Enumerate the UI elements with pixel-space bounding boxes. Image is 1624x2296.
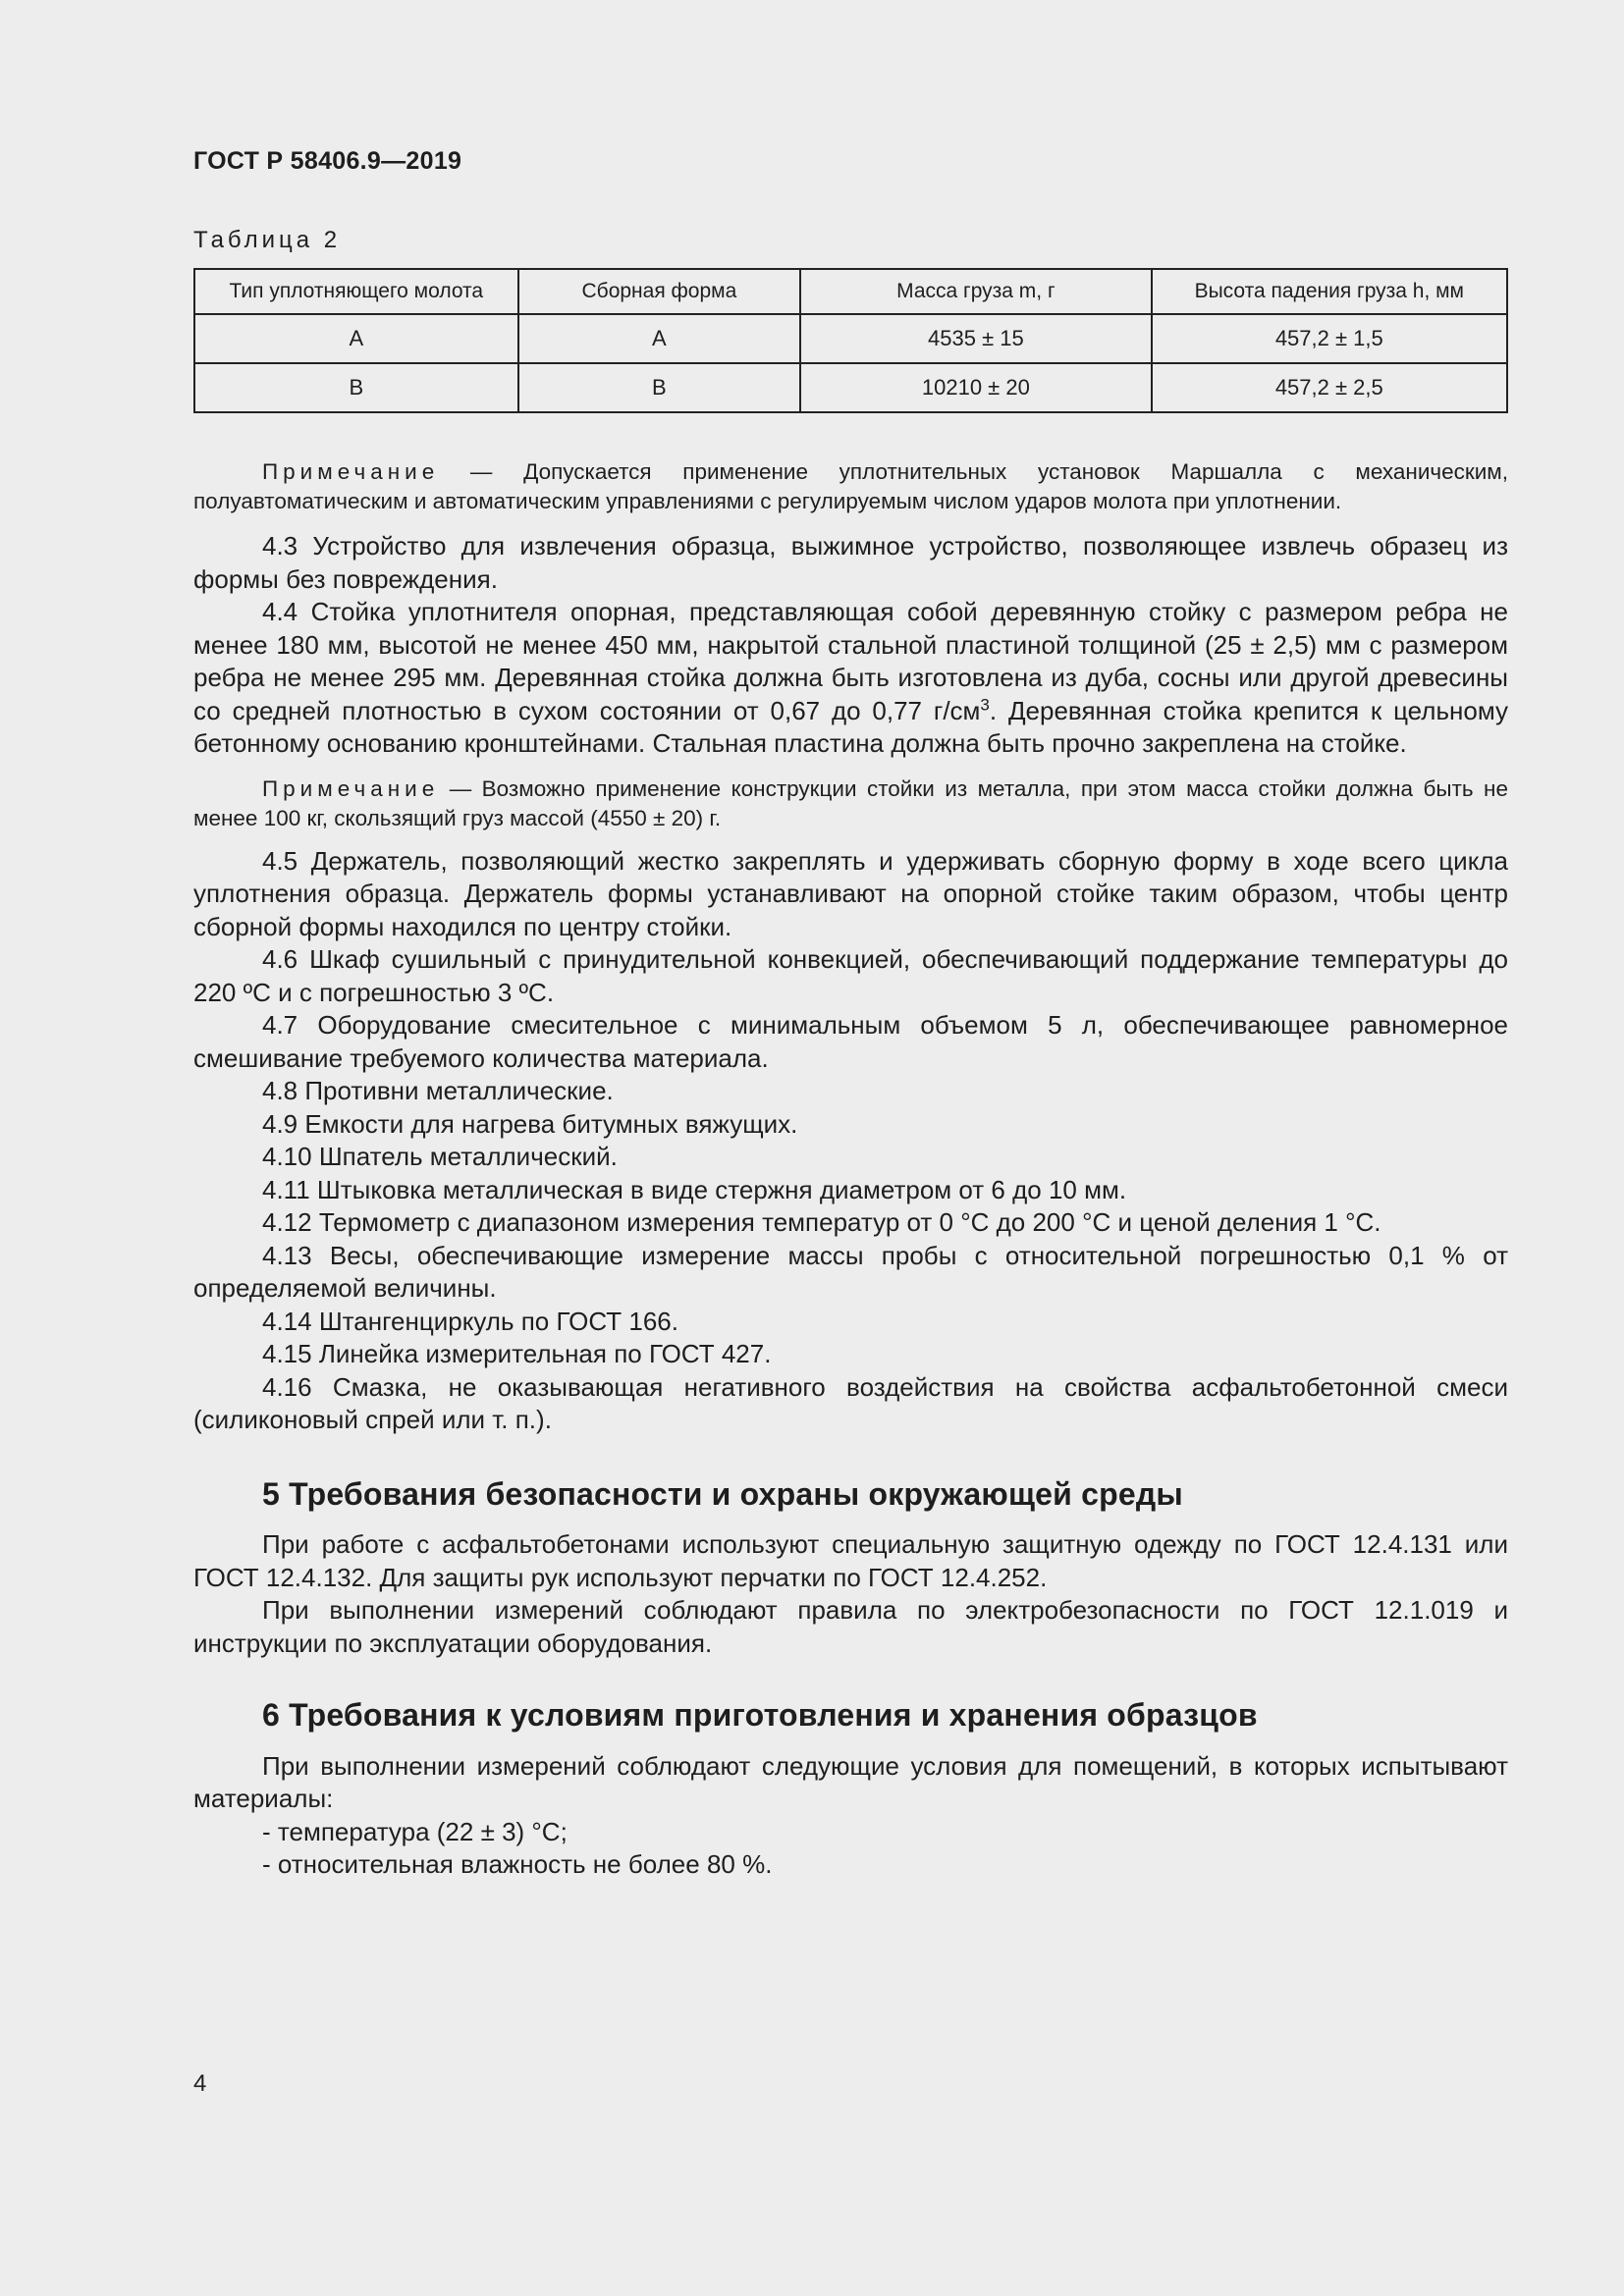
table-row xyxy=(194,363,1507,412)
list-item: 4.14 Штангенциркуль по ГОСТ 166. xyxy=(262,1306,678,1336)
note-text: — Допускается применение уплотнительных установок Маршалла с механическим, полуавтоматическим и автоматическим управлениями с регулируемым числом ударов молота при уплотнении. xyxy=(193,459,1508,513)
note-marshall xyxy=(193,457,1508,516)
table-cell: 10210 ± 20 xyxy=(800,363,1151,412)
list-item: 4.13 Весы, обеспечивающие измерение массы пробы с относительной погрешностью 0,1 % от определяемой величины. xyxy=(193,1240,1508,1303)
parameters-table xyxy=(193,268,1508,413)
table-cell: 457,2 ± 1,5 xyxy=(1152,314,1507,363)
list-item: 4.11 Штыковка металлическая в виде стержня диаметром от 6 до 10 мм. xyxy=(262,1174,1127,1204)
column-header: Масса груза m, г xyxy=(800,269,1151,314)
document-header: ГОСТ Р 58406.9—2019 xyxy=(193,147,462,175)
bullet-item: - относительная влажность не более 80 %. xyxy=(262,1849,773,1879)
superscript: 3 xyxy=(980,694,990,714)
section-5-heading: 5 Требования безопасности и охраны окружающей среды xyxy=(262,1475,1183,1512)
note-label: Примечание xyxy=(262,459,440,484)
column-header: Высота падения груза h, мм xyxy=(1152,269,1507,314)
note-label: Примечание xyxy=(262,775,440,801)
table-header-row xyxy=(194,269,1507,314)
paragraph-4-4-text: 4.4 Стойка уплотнителя опорная, представляющая собой деревянную стойку с размером ребра не менее 180 мм, высотой не менее 450 мм, накрытой стальной пластиной толщиной (25 ± 2,5) мм с размером ребра не менее 295 мм. Деревянная стойка должна быть изготовлена из дуба, сосны или другой древесины со средней плотностью в сухом состоянии от 0,67 до 0,77 г/см xyxy=(193,597,1508,725)
table-cell: A xyxy=(518,314,801,363)
list-item: 4.15 Линейка измерительная по ГОСТ 427. xyxy=(262,1339,772,1368)
list-item: 4.7 Оборудование смесительное с минимальным объемом 5 л, обеспечивающее равномерное смешивание требуемого количества материала. xyxy=(193,1010,1508,1073)
table-cell: 457,2 ± 2,5 xyxy=(1152,363,1507,412)
table-caption: Таблица 2 xyxy=(193,227,342,253)
document-body xyxy=(193,457,1508,1882)
list-item: 4.10 Шпатель металлический. xyxy=(262,1142,618,1171)
section-5-paragraph: При выполнении измерений соблюдают правила по электробезопасности по ГОСТ 12.1.019 и инструкции по эксплуатации оборудования. xyxy=(193,1595,1508,1658)
list-item: 4.5 Держатель, позволяющий жестко закреплять и удерживать сборную форму в ходе всего цикла уплотнения образца. Держатель формы устанавливают на опорной стойке таким образом, чтобы центр сборной формы находился по центру стойки. xyxy=(193,845,1508,941)
list-item: 4.6 Шкаф сушильный с принудительной конвекцией, обеспечивающий поддержание температуры до 220 ºС и с погрешностью 3 ºС. xyxy=(193,944,1508,1007)
section-5-paragraph: При работе с асфальтобетонами используют специальную защитную одежду по ГОСТ 12.4.131 или ГОСТ 12.4.132. Для защиты рук используют перчатки по ГОСТ 12.4.252. xyxy=(193,1529,1508,1592)
column-header: Тип уплотняющего молота xyxy=(194,269,518,314)
equipment-list xyxy=(193,845,1508,1437)
list-item: 4.8 Противни металлические. xyxy=(262,1076,614,1105)
note-text: — Возможно применение конструкции стойки из металла, при этом масса стойки должна быть не менее 100 кг, скользящий груз массой (4550 ± 20) г. xyxy=(193,775,1508,830)
column-header: Сборная форма xyxy=(518,269,801,314)
paragraph-4-3: 4.3 Устройство для извлечения образца, выжимное устройство, позволяющее извлечь образец из формы без повреждения. xyxy=(193,531,1508,594)
paragraph-4-4 xyxy=(193,596,1508,761)
list-item: 4.16 Смазка, не оказывающая негативного воздействия на свойства асфальтобетонной смеси (силиконовый спрей или т. п.). xyxy=(193,1371,1508,1434)
list-item: 4.12 Термометр с диапазоном измерения температур от 0 °С до 200 °С и ценой деления 1 °С. xyxy=(262,1207,1381,1237)
bullet-item: - температура (22 ± 3) °С; xyxy=(262,1816,568,1846)
table-cell: 4535 ± 15 xyxy=(800,314,1151,363)
table-cell: A xyxy=(194,314,518,363)
table-row xyxy=(194,314,1507,363)
section-6-heading: 6 Требования к условиям приготовления и хранения образцов xyxy=(262,1697,1258,1733)
note-metal-stand xyxy=(193,774,1508,833)
section-6-intro: При выполнении измерений соблюдают следующие условия для помещений, в которых испытывают материалы: xyxy=(193,1750,1508,1813)
list-item: 4.9 Емкости для нагрева битумных вяжущих. xyxy=(262,1108,798,1139)
page-number: 4 xyxy=(193,2070,207,2097)
table-cell: B xyxy=(194,363,518,412)
paragraph-4-4-tail: . Деревянная стойка крепится к цельному бетонному основанию кронштейнами. Стальная пластина должна быть прочно закреплена на стойке. xyxy=(193,695,1508,758)
table-cell: B xyxy=(518,363,801,412)
